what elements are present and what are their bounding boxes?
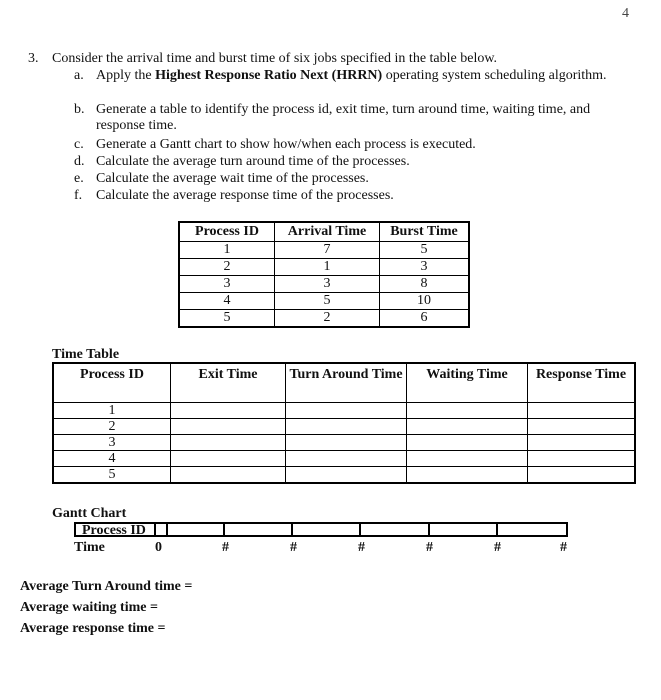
gantt-divider: [428, 524, 430, 535]
cell-burst-time: 5: [380, 242, 470, 259]
item-f-letter: f.: [74, 188, 83, 203]
item-f-text: Calculate the average response time of the processes.: [96, 188, 394, 203]
cell-waiting-time[interactable]: [407, 435, 528, 451]
item-a-suffix: operating system scheduling algorithm.: [382, 68, 607, 83]
gantt-time-mark: #: [358, 540, 365, 555]
cell-response-time[interactable]: [528, 419, 636, 435]
table-row: [53, 419, 635, 435]
header-turn-around-time: Turn Around Time: [286, 363, 407, 403]
gantt-time-mark: #: [426, 540, 433, 555]
cell-burst-time: 3: [380, 259, 470, 276]
table-row: [53, 451, 635, 467]
header-waiting-time: Waiting Time: [407, 363, 528, 403]
question-number: 3.: [28, 51, 39, 66]
item-a-prefix: Apply the: [96, 68, 156, 83]
gantt-time-mark: #: [290, 540, 297, 555]
cell-process-id: 2: [179, 259, 275, 276]
header-process-id: Process ID: [179, 222, 275, 242]
item-a-text: [96, 68, 636, 84]
gantt-bar[interactable]: [154, 522, 568, 537]
item-a-letter: a.: [74, 68, 84, 83]
item-c-text: Generate a Gantt chart to show how/when each process is executed.: [96, 137, 476, 152]
header-burst-time: Burst Time: [380, 222, 470, 242]
cell-process-id: 5: [53, 467, 171, 484]
cell-exit-time[interactable]: [171, 451, 286, 467]
cell-process-id: 4: [179, 293, 275, 310]
average-response-label: Average response time =: [20, 621, 166, 636]
gantt-process-id-label: Process ID: [74, 522, 168, 537]
cell-turn-around-time[interactable]: [286, 451, 407, 467]
page-number: 4: [622, 6, 629, 21]
gantt-time-start: 0: [155, 540, 162, 555]
cell-response-time[interactable]: [528, 467, 636, 484]
cell-arrival-time: 3: [275, 276, 380, 293]
item-d-letter: d.: [74, 154, 85, 169]
gantt-divider: [291, 524, 293, 535]
table-row: [53, 403, 635, 419]
average-turnaround-label: Average Turn Around time =: [20, 579, 193, 594]
gantt-chart-label: Gantt Chart: [52, 506, 127, 521]
cell-process-id: 2: [53, 419, 171, 435]
cell-process-id: 5: [179, 310, 275, 328]
header-arrival-time: Arrival Time: [275, 222, 380, 242]
item-e-letter: e.: [74, 171, 84, 186]
cell-process-id: 3: [179, 276, 275, 293]
table-row: [179, 259, 469, 276]
cell-process-id: 1: [179, 242, 275, 259]
cell-arrival-time: 7: [275, 242, 380, 259]
cell-burst-time: 8: [380, 276, 470, 293]
gantt-time-label: Time: [74, 540, 105, 555]
cell-turn-around-time[interactable]: [286, 435, 407, 451]
header-exit-time: Exit Time: [171, 363, 286, 403]
header-response-time: Response Time: [528, 363, 636, 403]
item-c-letter: c.: [74, 137, 84, 152]
cell-waiting-time[interactable]: [407, 403, 528, 419]
table-row: [53, 435, 635, 451]
gantt-time-mark: #: [222, 540, 229, 555]
cell-arrival-time: 5: [275, 293, 380, 310]
process-table: [178, 221, 470, 328]
item-d-text: Calculate the average turn around time of the processes.: [96, 154, 410, 169]
header-process-id: Process ID: [53, 363, 171, 403]
gantt-divider: [359, 524, 361, 535]
cell-burst-time: 10: [380, 293, 470, 310]
item-e-text: Calculate the average wait time of the processes.: [96, 171, 369, 186]
item-b-letter: b.: [74, 102, 85, 117]
average-waiting-label: Average waiting time =: [20, 600, 158, 615]
cell-arrival-time: 2: [275, 310, 380, 328]
gantt-time-mark: #: [560, 540, 567, 555]
cell-burst-time: 6: [380, 310, 470, 328]
cell-arrival-time: 1: [275, 259, 380, 276]
cell-response-time[interactable]: [528, 435, 636, 451]
table-row: [179, 293, 469, 310]
gantt-divider: [223, 524, 225, 535]
cell-turn-around-time[interactable]: [286, 419, 407, 435]
table-row: [53, 467, 635, 484]
cell-exit-time[interactable]: [171, 435, 286, 451]
cell-process-id: 1: [53, 403, 171, 419]
table-row: [179, 310, 469, 328]
time-table-label: Time Table: [52, 347, 120, 362]
cell-turn-around-time[interactable]: [286, 403, 407, 419]
cell-exit-time[interactable]: [171, 403, 286, 419]
item-a-bold: Highest Response Ratio Next (HRRN): [155, 68, 383, 83]
time-table: [52, 362, 636, 484]
cell-exit-time[interactable]: [171, 467, 286, 484]
cell-process-id: 4: [53, 451, 171, 467]
cell-turn-around-time[interactable]: [286, 467, 407, 484]
item-b-text: Generate a table to identify the process id, exit time, turn around time, waiting time, and response time.: [96, 102, 591, 133]
cell-waiting-time[interactable]: [407, 467, 528, 484]
cell-waiting-time[interactable]: [407, 419, 528, 435]
question-text: Consider the arrival time and burst time of six jobs specified in the table below.: [52, 51, 498, 66]
gantt-divider: [496, 524, 498, 535]
cell-response-time[interactable]: [528, 403, 636, 419]
cell-process-id: 3: [53, 435, 171, 451]
cell-response-time[interactable]: [528, 451, 636, 467]
table-row: [179, 276, 469, 293]
gantt-time-mark: #: [494, 540, 501, 555]
table-row: [179, 242, 469, 259]
cell-exit-time[interactable]: [171, 419, 286, 435]
cell-waiting-time[interactable]: [407, 451, 528, 467]
